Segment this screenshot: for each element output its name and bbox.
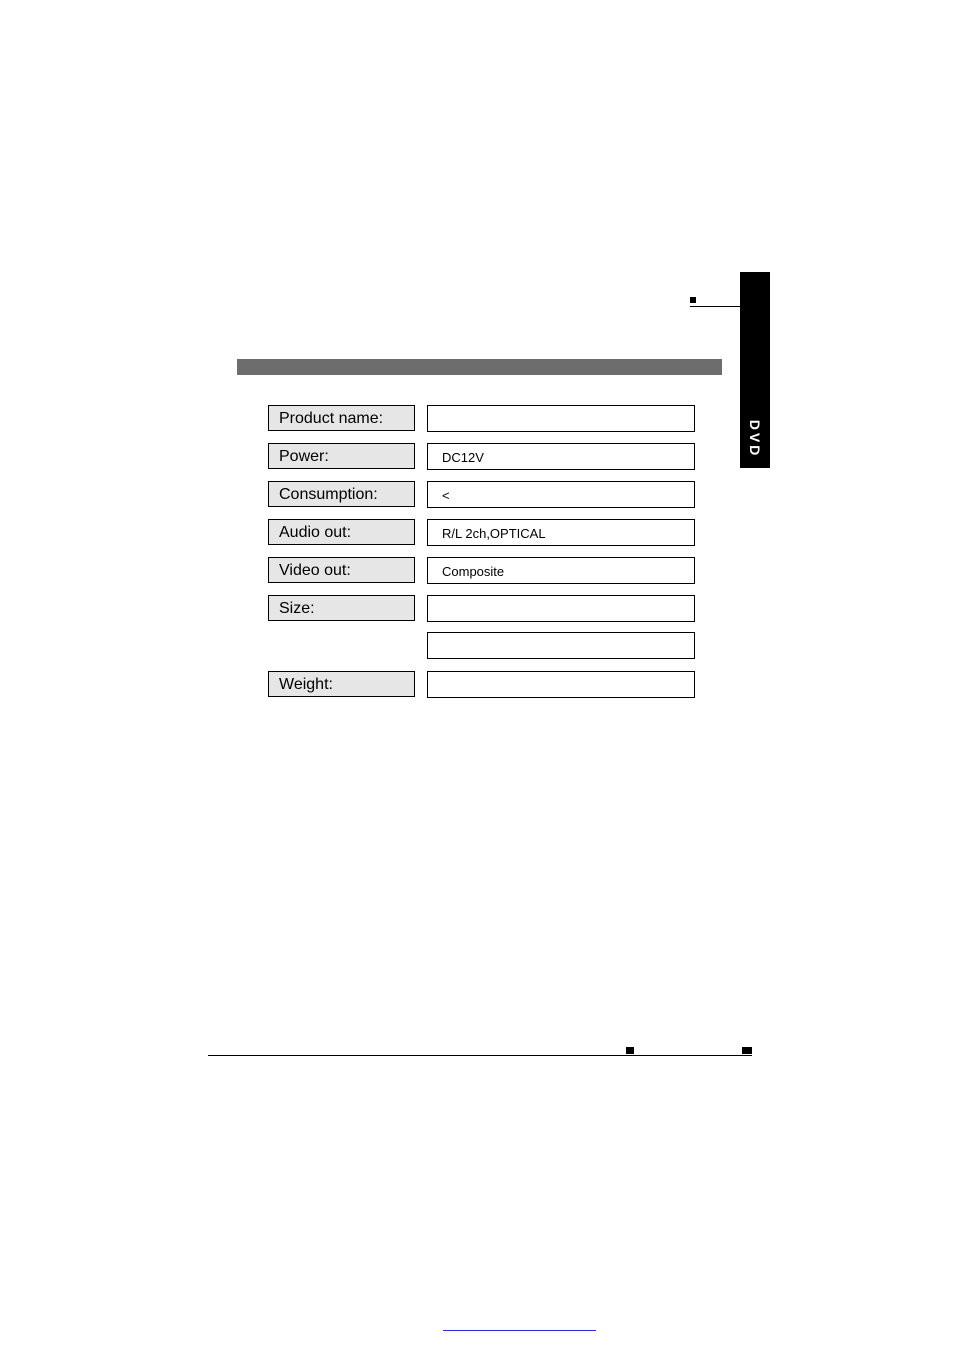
weight-label: Weight: — [268, 671, 415, 697]
size-value-extra — [427, 632, 695, 659]
power-label: Power: — [268, 443, 415, 469]
footer-marker-right — [742, 1047, 752, 1054]
size-value — [427, 595, 695, 622]
side-tab-label-wrapper — [740, 272, 770, 468]
product-name-label: Product name: — [268, 405, 415, 431]
video-out-label: Video out: — [268, 557, 415, 583]
footer-link-underline[interactable] — [443, 1330, 596, 1331]
power-value: DC12V — [427, 443, 695, 470]
size-label: Size: — [268, 595, 415, 621]
consumption-value: < — [427, 481, 695, 508]
top-marker — [690, 297, 696, 303]
side-tab — [740, 272, 770, 468]
consumption-label: Consumption: — [268, 481, 415, 507]
product-name-value — [427, 405, 695, 432]
side-tab-label: DVD — [747, 419, 763, 459]
footer-rule — [208, 1055, 752, 1056]
video-out-value: Composite — [427, 557, 695, 584]
section-header-bar — [237, 359, 722, 375]
audio-out-value: R/L 2ch,OPTICAL — [427, 519, 695, 546]
audio-out-label: Audio out: — [268, 519, 415, 545]
top-rule — [690, 306, 741, 307]
footer-marker-left — [626, 1047, 634, 1054]
weight-value — [427, 671, 695, 698]
